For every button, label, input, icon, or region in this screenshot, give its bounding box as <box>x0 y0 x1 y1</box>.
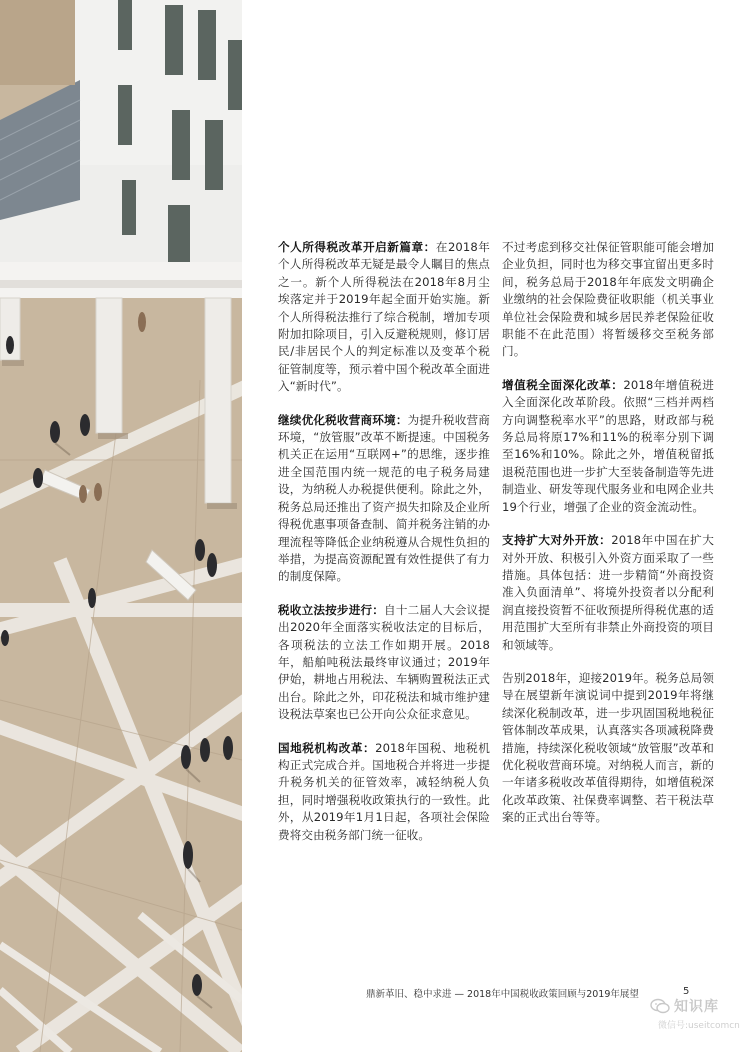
paragraph-social-insurance <box>502 239 714 361</box>
text-column-left <box>278 239 490 860</box>
paragraph-outlook-2019 <box>502 670 714 827</box>
paragraph-body: 在2018年个人所得税改革无疑是最令人瞩目的焦点之一。新个人所得税法在2018年8月尘埃落定并于2019年起全面开始实施。新个人所得税法推行了综合税制，增加专项附加扣除项目，引入反避税规则，修订居民/非居民个人的判定标准以及变革个税征管制度等，预示着中国个税改革全面进入“新时代”。 <box>278 240 490 394</box>
paragraph-body: 告别2018年，迎接2019年。税务总局领导在展望新年演说词中提到2019年将继续深化税制改革，进一步巩固国税地税征管体制改革成果，认真落实各项减税降费措施，持续深化税收领域“放管服”改革和优化税收营商环境。对纳税人而言，新的一年诸多税收改革值得期待，如增值税深化改革政策、社保费率调整、若干税法草案的正式出台等等。 <box>502 670 714 825</box>
paragraph-body: 为提升税收营商环境，“放管服”改革不断提速。中国税务机关正在运用“互联网+”的思维，逐步推进全国范围内统一规范的电子税务局建设，为纳税人办税提供便利。除此之外，税务总局还推出了资产损失扣除及企业所得税优惠事项备查制、简并税务注销的办理流程等降低企业纳税遵从合规性负担的举措，为提高资源配置有效性提供了有力的制度保障。 <box>278 412 490 584</box>
paragraph-body: 2018年增值税进入全面深化改革阶段。依照“三档并两档方向调整税率水平”的思路，财政部与税务总局将原17%和11%的税率分别下调至16%和10%。除此之外，增值税留抵退税范围也进一步扩大至装备制造等先进制造业、研发等现代服务业和电网企业共19个行业，增强了企业的资金流动性。 <box>502 377 714 514</box>
paragraph-tax-legislation <box>278 602 490 724</box>
paragraph-opening-up <box>502 532 714 654</box>
watermark <box>650 996 742 1036</box>
paragraph-tax-bureau-merger <box>278 740 490 844</box>
paragraph-heading: 增值税全面深化改革： <box>502 377 624 392</box>
cover-photo <box>0 0 242 1052</box>
wechat-icon <box>650 998 670 1014</box>
watermark-name: 知识库 <box>674 999 719 1015</box>
paragraph-business-environment <box>278 412 490 586</box>
paragraph-heading: 继续优化税收营商环境： <box>278 412 408 427</box>
paragraph-heading: 个人所得税改革开启新篇章： <box>278 240 436 254</box>
paragraph-heading: 税收立法按步进行： <box>278 602 385 617</box>
text-column-right <box>502 239 714 843</box>
paragraph-body: 2018年中国在扩大对外开放、积极引入外资方面采取了一些措施。具体包括：进一步精简“外商投资准入负面清单”、将境外投资者以分配利润直接投资暂不征收预提所得税优惠的适用范围扩大至所有非禁止外商投资的项目和领域等。 <box>502 533 714 652</box>
paragraph-body: 2018年国税、地税机构正式完成合并。国地税合并将进一步提升税务机关的征管效率，减轻纳税人负担，同时增强税收政策执行的一致性。此外，从2019年1月1日起，各项社会保险费将交由税务部门统一征收。 <box>278 740 490 842</box>
page-number: 5 <box>683 986 690 997</box>
paragraph-body: 不过考虑到移交社保征管职能可能会增加企业负担，同时也为移交事宜留出更多时间，税务总局于2018年年底发文明确企业缴纳的社会保险费征收职能（机关事业单位社会保险费和城乡居民养老保险征收职能不在此范围）将暂缓移交至税务部门。 <box>502 240 714 359</box>
paragraph-heading: 支持扩大对外开放： <box>502 533 612 548</box>
paragraph-heading: 国地税机构改革： <box>278 740 376 755</box>
plaza-photo-illustration <box>0 0 242 1052</box>
paragraph-body: 自十二届人大会议提出2020年全面落实税收法定的目标后，各项税法的立法工作如期开展。2018年，船舶吨税法最终审议通过；2019年伊始，耕地占用税法、车辆购置税法正式出台。除此之外，印花税法和城市维护建设税法草案也已公开向公众征求意见。 <box>278 602 490 722</box>
paragraph-individual-income-tax <box>278 239 490 396</box>
footer-title: 鼎新革旧、稳中求进 — 2018年中国税收政策回顾与2019年展望 <box>366 989 639 1000</box>
paragraph-vat-reform <box>502 377 714 516</box>
watermark-subtitle: 微信号:useitcomcn <box>658 1021 740 1031</box>
